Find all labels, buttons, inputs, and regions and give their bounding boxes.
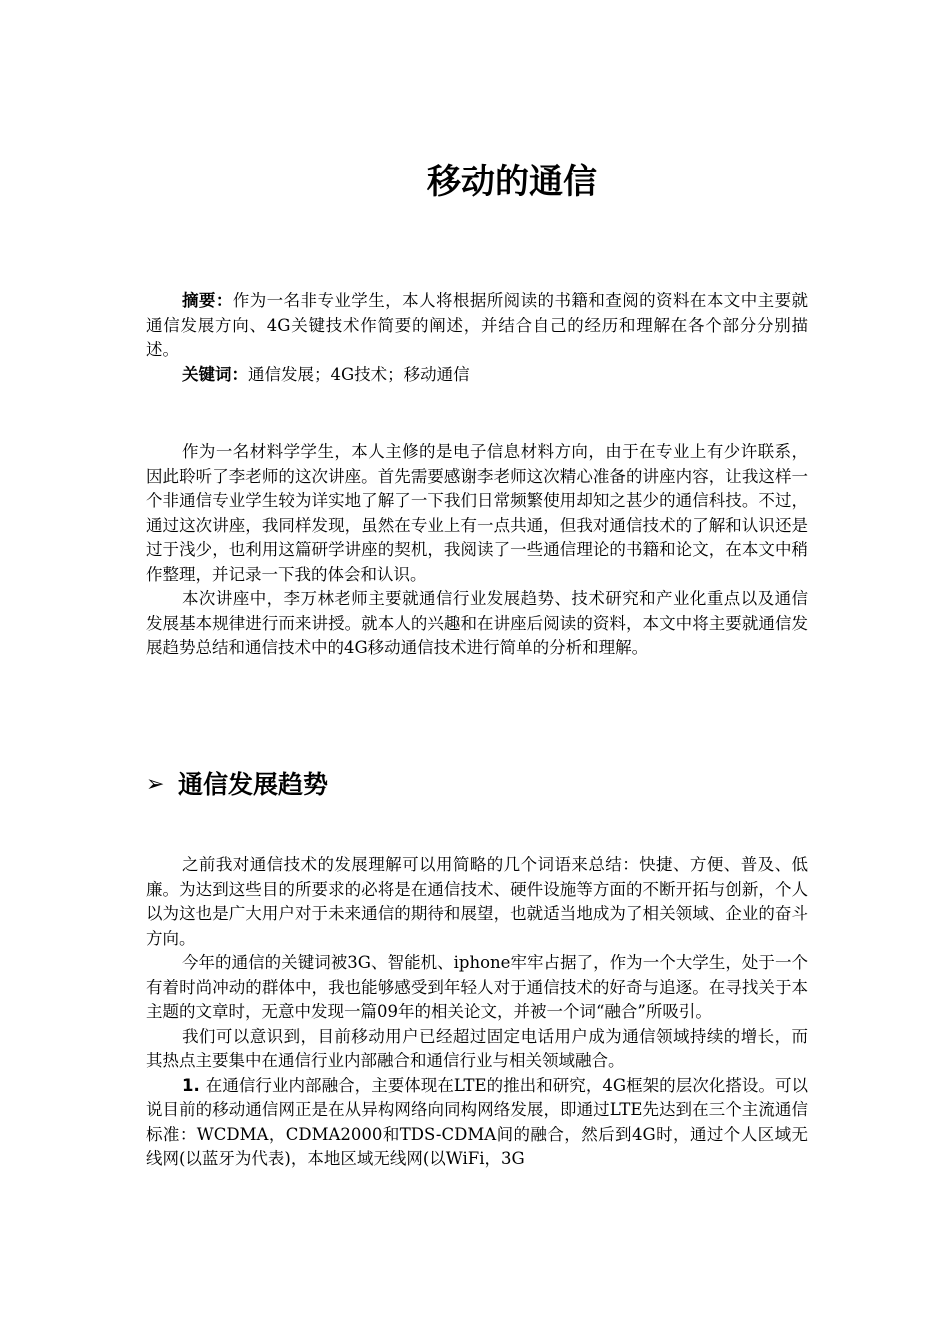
arrow-bullet-icon: ➢: [146, 772, 165, 797]
abstract-block: [146, 289, 808, 387]
document-title: 移动的通信: [427, 162, 597, 202]
abstract-text: 作为一名非专业学生，本人将根据所阅读的书籍和查阅的资料在本文中主要就通信发展方向、4G关键技术作简要的阐述，并结合自己的经历和理解在各个部分分别描述。: [146, 291, 809, 359]
keywords-label: 关键词：: [182, 364, 248, 384]
item-text: 在通信行业内部融合，主要体现在LTE的推出和研究，4G框架的层次化搭设。可以说目前的移动通信网正是在从异构网络向同构网络发展，即通过LTE先达到在三个主流通信标准：WCDMA，CDMA2000和TDS-CDMA间的融合，然后到4G时，通过个人区域无线网(以蓝牙为代表)，本地区域无线网(以WiFi，3G: [146, 1075, 808, 1168]
numbered-item-1: [146, 1074, 808, 1172]
section-heading: [146, 767, 328, 803]
intro-paragraph-2: 本次讲座中，李万林老师主要就通信行业发展趋势、技术研究和产业化重点以及通信发展基本规律进行而来讲授。就本人的兴趣和在讲座后阅读的资料，本文中将主要就通信发展趋势总结和通信技术中的4G移动通信技术进行简单的分析和理解。: [146, 589, 808, 657]
section-paragraph-3: 我们可以意识到，目前移动用户已经超过固定电话用户成为通信领域持续的增长，而其热点主要集中在通信行业内部融合和通信行业与相关领域融合。: [146, 1026, 808, 1070]
intro-paragraph-1: 作为一名材料学学生，本人主修的是电子信息材料方向，由于在专业上有少许联系，因此聆听了李老师的这次讲座。首先需要感谢李老师这次精心准备的讲座内容，让我这样一个非通信专业学生较为详实地了解了一下我们日常频繁使用却知之甚少的通信科技。不过，通过这次讲座，我同样发现，虽然在专业上有一点共通，但我对通信技术的了解和认识还是过于浅少，也利用这篇研学讲座的契机，我阅读了一些通信理论的书籍和论文，在本文中稍作整理，并记录一下我的体会和认识。: [146, 442, 808, 584]
keywords-text: 通信发展；4G技术；移动通信: [248, 364, 470, 384]
item-number: 1.: [182, 1075, 200, 1095]
section-heading-text: 通信发展趋势: [178, 770, 329, 799]
abstract-label: 摘要：: [182, 291, 233, 310]
intro-block: [146, 440, 808, 661]
section-paragraph-1: 之前我对通信技术的发展理解可以用简略的几个词语来总结：快捷、方便、普及、低廉。为达到这些目的所要求的必将是在通信技术、硬件设施等方面的不断开拓与创新，个人以为这也是广大用户对于未来通信的期待和展望，也就适当地成为了相关领域、企业的奋斗方向。: [146, 855, 808, 948]
section-paragraph-2: 今年的通信的关键词被3G、智能机、iphone牢牢占据了，作为一个大学生，处于一个有着时尚冲动的群体中，我也能够感受到年轻人对于通信技术的好奇与追逐。在寻找关于本主题的文章时，无意中发现一篇09年的相关论文，并被一个词“融合”所吸引。: [146, 953, 808, 1021]
abstract-paragraph: [146, 289, 808, 363]
keywords-paragraph: [146, 363, 808, 388]
section-body: [146, 853, 808, 1172]
